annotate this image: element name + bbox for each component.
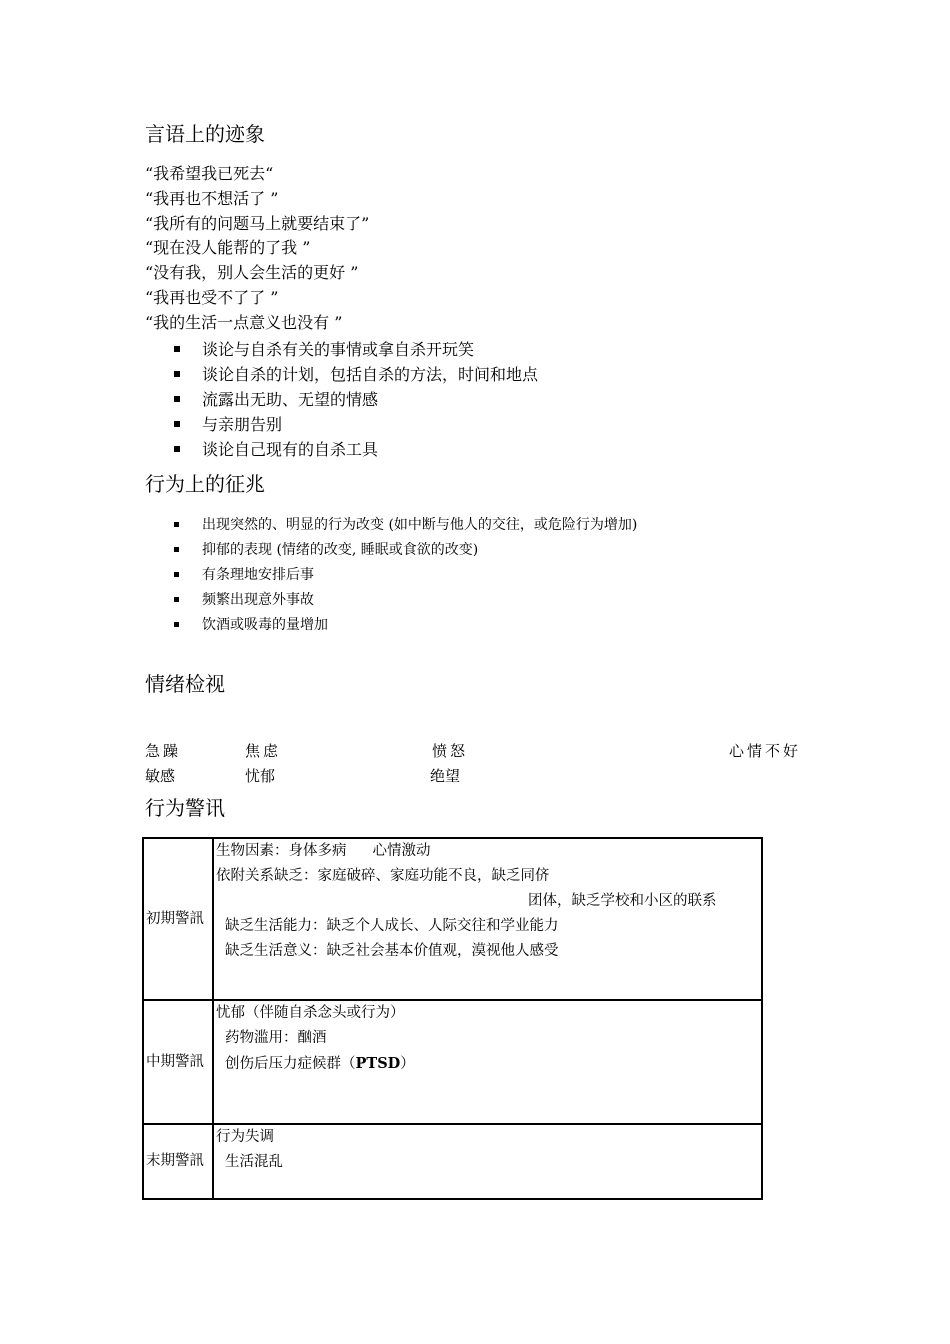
list-item: [145, 538, 637, 563]
square-bullet-icon: [174, 522, 179, 527]
emotion-word: 焦虑: [245, 742, 282, 760]
square-bullet-icon: [174, 597, 179, 602]
verbal-quotes-list: [145, 162, 369, 336]
table-line: [216, 1051, 761, 1077]
list-item: [145, 588, 637, 613]
list-item-text: 与亲朋告别: [202, 415, 283, 434]
stage-content: [213, 1000, 762, 1124]
stage-label: 中期警訊: [143, 1000, 213, 1124]
emotion-word: 心情不好: [729, 742, 802, 760]
table-line: 依附关系缺乏：家庭破碎、家庭功能不良，缺乏同侪: [216, 868, 550, 884]
table-line: 缺乏生活意义：缺乏社会基本价值观，漠视他人感受: [225, 943, 559, 959]
emotion-word: 敏感: [145, 767, 176, 785]
emotion-check-heading: 情绪检视: [145, 672, 225, 696]
stage-label: 初期警訊: [143, 838, 213, 1000]
quote-item: “现在没人能帮的了我 ”: [145, 238, 311, 258]
list-item: [145, 337, 538, 362]
quote-item: “我再也不想活了 ”: [145, 188, 279, 208]
table-text: 心情激动: [372, 843, 431, 859]
list-item-text: 出现突然的、明显的行为改变 (如中断与他人的交往，或危险行为增加): [202, 517, 638, 533]
list-item-text: 谈论与自杀有关的事情或拿自杀开玩笑: [202, 340, 475, 359]
emotion-word: 绝望: [430, 767, 461, 785]
square-bullet-icon: [174, 371, 180, 377]
square-bullet-icon: [174, 396, 180, 402]
table-text: 生物因素：身体多病: [216, 843, 347, 859]
table-text: 创伤后压力症候群（: [225, 1056, 356, 1072]
square-bullet-icon: [174, 572, 179, 577]
square-bullet-icon: [174, 622, 179, 627]
square-bullet-icon: [174, 446, 180, 452]
square-bullet-icon: [174, 346, 180, 352]
stage-content: [213, 838, 762, 1000]
table-line: 药物滥用：酗酒: [225, 1030, 327, 1046]
list-item-text: 抑郁的表现 (情绪的改变, 睡眠或食欲的改变): [202, 542, 479, 558]
quote-item: “我希望我已死去“: [145, 164, 274, 183]
verbal-signs-heading: 言语上的迹象: [145, 122, 265, 146]
list-item-text: 有条理地安排后事: [202, 567, 314, 583]
quote-item: “我的生活一点意义也没有 ”: [145, 312, 343, 332]
table-line: 生活混乱: [225, 1154, 283, 1170]
list-item: [145, 563, 637, 588]
quote-item: “我再也受不了了 ”: [145, 287, 279, 307]
verbal-bullet-list: [145, 337, 538, 462]
list-item-text: 频繁出现意外事故: [202, 592, 314, 608]
list-item: [145, 387, 538, 412]
quote-item: “我所有的问题马上就要结束了”: [145, 213, 370, 233]
table-line: 缺乏生活能力：缺乏个人成长、人际交往和学业能力: [225, 918, 559, 934]
list-item: [145, 437, 538, 462]
table-line: 忧郁（伴随自杀念头或行为）: [216, 1005, 405, 1021]
list-item: [145, 513, 637, 538]
behavior-warning-heading: 行为警讯: [145, 796, 225, 820]
stage-label: 末期警訊: [143, 1124, 213, 1199]
quote-item: “没有我，别人会生活的更好 ”: [145, 263, 359, 283]
list-item-text: 流露出无助、无望的情感: [202, 390, 379, 409]
emotion-word: 愤怒: [432, 742, 469, 760]
stage-content: [213, 1124, 762, 1199]
square-bullet-icon: [174, 421, 180, 427]
table-text: ）: [400, 1056, 415, 1072]
list-item: [145, 412, 538, 437]
table-line: 团体，缺乏学校和小区的联系: [528, 893, 717, 909]
behavior-signs-heading: 行为上的征兆: [145, 472, 265, 496]
list-item-text: 谈论自杀的计划，包括自杀的方法，时间和地点: [202, 365, 539, 384]
table-line: [216, 839, 761, 864]
table-row: [143, 838, 762, 1000]
list-item: [145, 613, 637, 638]
behavior-bullet-list: [145, 513, 637, 638]
table-line: 行为失调: [216, 1129, 274, 1145]
list-item-text: 谈论自己现有的自杀工具: [202, 440, 379, 459]
table-row: [143, 1000, 762, 1124]
emotion-word: 忧郁: [245, 767, 276, 785]
list-item: [145, 362, 538, 387]
square-bullet-icon: [174, 547, 179, 552]
table-text: PTSD: [355, 1055, 401, 1072]
emotion-word: 急躁: [145, 742, 182, 760]
list-item-text: 饮酒或吸毒的量增加: [202, 617, 328, 633]
warning-stage-table: [142, 837, 763, 1200]
table-row: [143, 1124, 762, 1199]
